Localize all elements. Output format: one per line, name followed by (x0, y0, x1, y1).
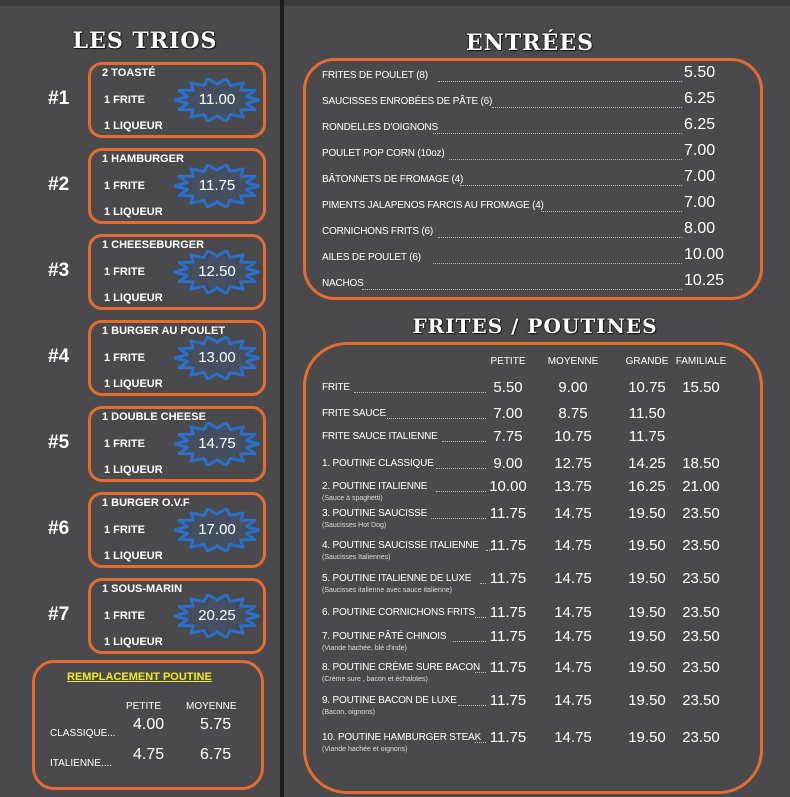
frites-price: 19.50 (628, 537, 666, 554)
frites-price: 5.50 (493, 379, 523, 396)
frites-title: FRITES / POUTINES (412, 314, 658, 338)
entree-dots (362, 289, 682, 290)
trio-item-frite: 1 FRITE (104, 610, 145, 622)
replacement-col-moyenne: MOYENNE (186, 701, 237, 712)
trio-item-frite: 1 FRITE (104, 180, 145, 192)
frites-price: 13.75 (554, 478, 592, 495)
frites-price: 23.50 (682, 604, 720, 621)
frites-price: 15.50 (682, 379, 720, 396)
trio-item-liqueur: 1 LIQUEUR (104, 206, 163, 218)
frites-item-label: 7. POUTINE PÂTÉ CHINOIS (322, 631, 447, 642)
frites-item-description: (Saucisses Italiennes) (322, 554, 391, 561)
replacement-row-label: ITALIENNE.... (50, 758, 113, 769)
entree-label: BÂTONNETS DE FROMAGE (4) (322, 174, 464, 185)
frites-price: 9.00 (558, 379, 588, 396)
frites-price: 9.00 (493, 455, 523, 472)
trio-price: 11.75 (198, 177, 236, 194)
top-band (0, 0, 790, 6)
frites-price: 10.75 (554, 428, 592, 445)
frites-item-description: (Sauce à spaghetti) (322, 495, 383, 502)
frites-item-label: 4. POUTINE SAUCISSE ITALIENNE (322, 540, 479, 551)
entree-dots (449, 159, 682, 160)
entree-label: CORNICHONS FRITS (6) (322, 226, 434, 237)
frites-price: 23.50 (682, 570, 720, 587)
trio-item-liqueur: 1 LIQUEUR (104, 292, 163, 304)
trio-item-frite: 1 FRITE (104, 438, 145, 450)
frites-price: 23.50 (682, 659, 720, 676)
frites-item-label: 2. POUTINE ITALIENNE (322, 481, 428, 492)
frites-col-header: FAMILIALE (675, 356, 727, 367)
trio-item-frite: 1 FRITE (104, 524, 145, 536)
replacement-price-petite: 4.75 (133, 746, 165, 763)
entree-dots (492, 107, 682, 108)
frites-price: 23.50 (682, 628, 720, 645)
frites-price: 11.50 (628, 405, 666, 422)
trio-item-main: 1 BURGER O.V.F (102, 497, 190, 509)
trio-item-main: 1 HAMBURGER (102, 153, 184, 165)
trio-price-burst (174, 422, 260, 466)
frites-price: 19.50 (628, 659, 666, 676)
trio-price-burst (174, 250, 260, 294)
frites-price: 7.75 (493, 428, 523, 445)
trio-item-liqueur: 1 LIQUEUR (104, 550, 163, 562)
frites-price: 11.75 (489, 628, 527, 645)
frites-price: 14.75 (554, 505, 592, 522)
frites-price: 11.75 (489, 729, 527, 746)
frites-item-description: (Saucisses italienne avec sauce italienne) (322, 587, 452, 594)
frites-price: 10.75 (628, 379, 666, 396)
trio-number: #4 (48, 346, 70, 367)
frites-price: 14.75 (554, 537, 592, 554)
entree-dots (438, 81, 682, 82)
trio-item-main: 2 TOASTÉ (102, 67, 156, 79)
frites-item-label: FRITE (322, 382, 350, 393)
frites-item-description: (Saucisses Hot Dog) (322, 522, 387, 529)
frites-price: 16.25 (628, 478, 666, 495)
frites-price: 14.75 (554, 659, 592, 676)
entree-dots (460, 185, 682, 186)
entree-price: 10.25 (684, 272, 725, 289)
frites-item-label: FRITE SAUCE (322, 408, 386, 419)
trio-item-liqueur: 1 LIQUEUR (104, 120, 163, 132)
trio-price: 11.00 (198, 91, 236, 108)
frites-price: 14.25 (628, 455, 666, 472)
frites-price: 19.50 (628, 570, 666, 587)
frites-price: 21.00 (682, 478, 720, 495)
trio-number: #3 (48, 260, 70, 281)
column-divider (280, 0, 284, 797)
entree-label: PIMENTS JALAPENOS FARCIS AU FROMAGE (4) (322, 200, 544, 211)
frites-price: 19.50 (628, 628, 666, 645)
trio-price-burst (174, 336, 260, 380)
entree-price: 6.25 (684, 116, 716, 133)
entree-dots (433, 133, 682, 134)
trio-item-frite: 1 FRITE (104, 352, 145, 364)
entree-label: RONDELLES D'OIGNONS (322, 122, 438, 133)
entree-label: POULET POP CORN (10oz) (322, 148, 445, 159)
frites-item-dots (387, 418, 487, 419)
trio-item-liqueur: 1 LIQUEUR (104, 636, 163, 648)
frites-item-description: (Crème sure , bacon et échalotes) (322, 676, 428, 683)
entree-price: 10.00 (684, 246, 725, 263)
trio-price: 12.50 (198, 263, 236, 280)
trio-price-burst (174, 594, 260, 638)
frites-item-label: 9. POUTINE BACON DE LUXE (322, 695, 457, 706)
trio-item-main: 1 DOUBLE CHEESE (102, 411, 206, 423)
replacement-price-moyenne: 5.75 (200, 716, 232, 733)
frites-price: 23.50 (682, 692, 720, 709)
trio-item-frite: 1 FRITE (104, 94, 145, 106)
trio-number: #2 (48, 174, 70, 195)
trio-item-liqueur: 1 LIQUEUR (104, 378, 163, 390)
frites-price: 11.75 (489, 659, 527, 676)
frites-price: 19.50 (628, 604, 666, 621)
frites-price: 23.50 (682, 729, 720, 746)
entree-price: 7.00 (684, 168, 716, 185)
frites-item-label: 10. POUTINE HAMBURGER STEAK (322, 732, 482, 743)
trio-number: #7 (48, 604, 70, 625)
frites-price: 14.75 (554, 604, 592, 621)
replacement-col-petite: PETITE (126, 701, 162, 712)
frites-price: 23.50 (682, 505, 720, 522)
frites-price: 11.75 (489, 570, 527, 587)
entree-price: 7.00 (684, 194, 716, 211)
frites-item-label: 3. POUTINE SAUCISSE (322, 508, 428, 519)
frites-item-label: 5. POUTINE ITALIENNE DE LUXE (322, 573, 472, 584)
frites-price: 11.75 (489, 604, 527, 621)
frites-item-label: 1. POUTINE CLASSIQUE (322, 458, 434, 469)
entree-label: FRITES DE POULET (8) (322, 70, 428, 81)
frites-item-label: 8. POUTINE CRÈME SURE BACON (322, 662, 480, 673)
frites-price: 8.75 (558, 405, 588, 422)
frites-price: 19.50 (628, 692, 666, 709)
frites-price: 12.75 (554, 455, 592, 472)
frites-price: 19.50 (628, 729, 666, 746)
entree-price: 7.00 (684, 142, 716, 159)
frites-price: 14.75 (554, 729, 592, 746)
frites-item-label: 6. POUTINE CORNICHONS FRITS (322, 607, 475, 618)
frites-price: 14.75 (554, 628, 592, 645)
frites-price: 14.75 (554, 570, 592, 587)
frites-item-dots (354, 392, 487, 393)
trios-title: LES TRIOS (72, 28, 218, 54)
entree-dots (433, 263, 682, 264)
entree-price: 6.25 (684, 90, 716, 107)
entree-label: AILES DE POULET (6) (322, 252, 421, 263)
frites-col-header: PETITE (490, 356, 526, 367)
frites-item-label: FRITE SAUCE ITALIENNE (322, 431, 438, 442)
entree-price: 8.00 (684, 220, 716, 237)
replacement-price-moyenne: 6.75 (200, 746, 232, 763)
trio-price: 14.75 (198, 435, 236, 452)
entree-label: SAUCISSES ENROBÉES DE PÂTE (6) (322, 96, 493, 107)
frites-price: 23.50 (682, 537, 720, 554)
replacement-row-label: CLASSIQUE... (50, 728, 116, 739)
entree-label: NACHOS (322, 278, 364, 289)
trio-number: #1 (48, 88, 70, 109)
frites-price: 19.50 (628, 505, 666, 522)
trio-item-main: 1 BURGER AU POULET (102, 325, 226, 337)
replacement-price-petite: 4.00 (133, 716, 165, 733)
frites-price: 11.75 (489, 537, 527, 554)
trio-number: #5 (48, 432, 70, 453)
entrees-title: ENTRÉES (466, 30, 594, 56)
trio-item-frite: 1 FRITE (104, 266, 145, 278)
trio-price: 13.00 (198, 349, 236, 366)
frites-item-description: (Viande hachée et oignons) (322, 746, 408, 753)
trio-price-burst (174, 78, 260, 122)
trio-price-burst (174, 164, 260, 208)
frites-col-header: GRANDE (625, 356, 669, 367)
trio-price-burst (174, 508, 260, 552)
frites-col-header: MOYENNE (547, 356, 599, 367)
frites-price: 14.75 (554, 692, 592, 709)
frites-item-description: (Bacon, oignons) (322, 709, 375, 716)
entree-dots (438, 237, 682, 238)
trio-number: #6 (48, 518, 70, 539)
entree-dots (541, 211, 682, 212)
frites-price: 10.00 (489, 478, 527, 495)
frites-item-description: (Viande hachée, blé d'inde) (322, 645, 407, 652)
trio-price: 20.25 (198, 607, 236, 624)
frites-price: 11.75 (489, 692, 527, 709)
frites-price: 7.00 (493, 405, 523, 422)
frites-price: 11.75 (489, 505, 527, 522)
trio-item-main: 1 CHEESEBURGER (102, 239, 205, 251)
trio-item-main: 1 SOUS-MARIN (102, 583, 183, 595)
replacement-title: REMPLACEMENT POUTINE (67, 671, 212, 683)
trio-item-liqueur: 1 LIQUEUR (104, 464, 163, 476)
frites-price: 11.75 (628, 428, 666, 445)
entree-price: 5.50 (684, 64, 716, 81)
frites-price: 18.50 (682, 455, 720, 472)
trio-price: 17.00 (198, 521, 236, 538)
